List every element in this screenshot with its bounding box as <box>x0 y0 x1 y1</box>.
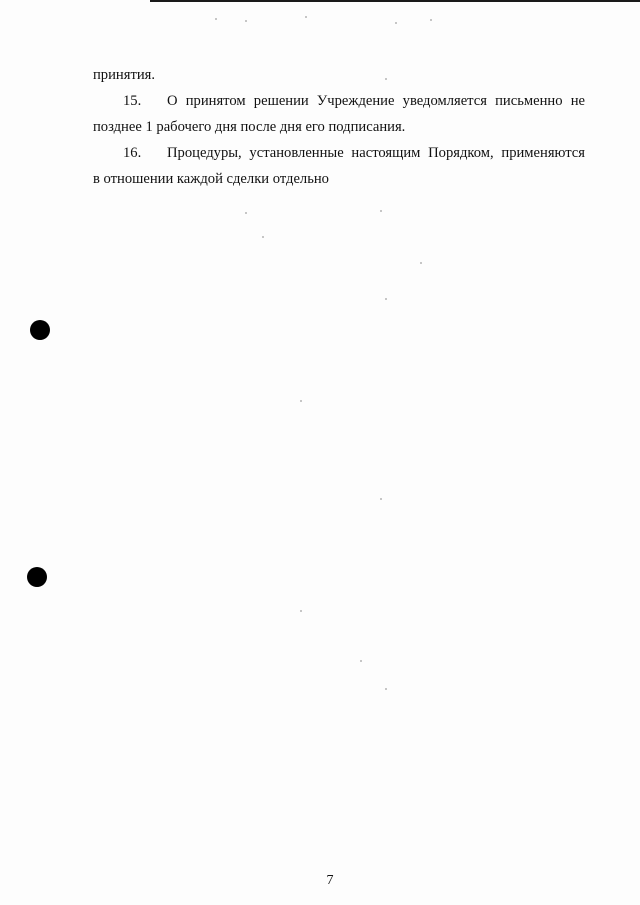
scan-speck <box>360 660 362 662</box>
scan-speck <box>262 236 264 238</box>
scan-speck <box>380 210 382 212</box>
binder-hole-icon <box>27 567 47 587</box>
scan-speck <box>300 400 302 402</box>
scan-speck <box>385 688 387 690</box>
scan-speck <box>395 22 397 24</box>
binder-hole-icon <box>30 320 50 340</box>
scan-speck <box>385 78 387 80</box>
item-15-first-line <box>93 88 585 114</box>
item-16-text: Процедуры, установленные настоящим Порядком, применяются <box>167 145 585 161</box>
scan-edge-line <box>150 0 640 2</box>
scan-speck <box>430 19 432 21</box>
scan-speck <box>420 262 422 264</box>
scan-speck <box>380 498 382 500</box>
scan-speck <box>215 18 217 20</box>
scan-speck <box>305 16 307 18</box>
item-15-text: О принятом решении Учреждение уведомляется письменно не <box>167 93 585 109</box>
scan-speck <box>245 212 247 214</box>
item-16-first-line <box>93 140 585 166</box>
scan-speck <box>300 610 302 612</box>
scan-speck <box>385 298 387 300</box>
item-15-number: 15. <box>123 93 142 109</box>
item-16-number: 16. <box>123 145 142 161</box>
fragment-line: принятия. <box>93 67 155 83</box>
scan-speck <box>245 20 247 22</box>
item-16-continuation: в отношении каждой сделки отдельно <box>93 171 329 187</box>
page-number: 7 <box>326 873 334 888</box>
item-15-continuation: позднее 1 рабочего дня после дня его подписания. <box>93 119 406 135</box>
document-body <box>93 62 585 192</box>
